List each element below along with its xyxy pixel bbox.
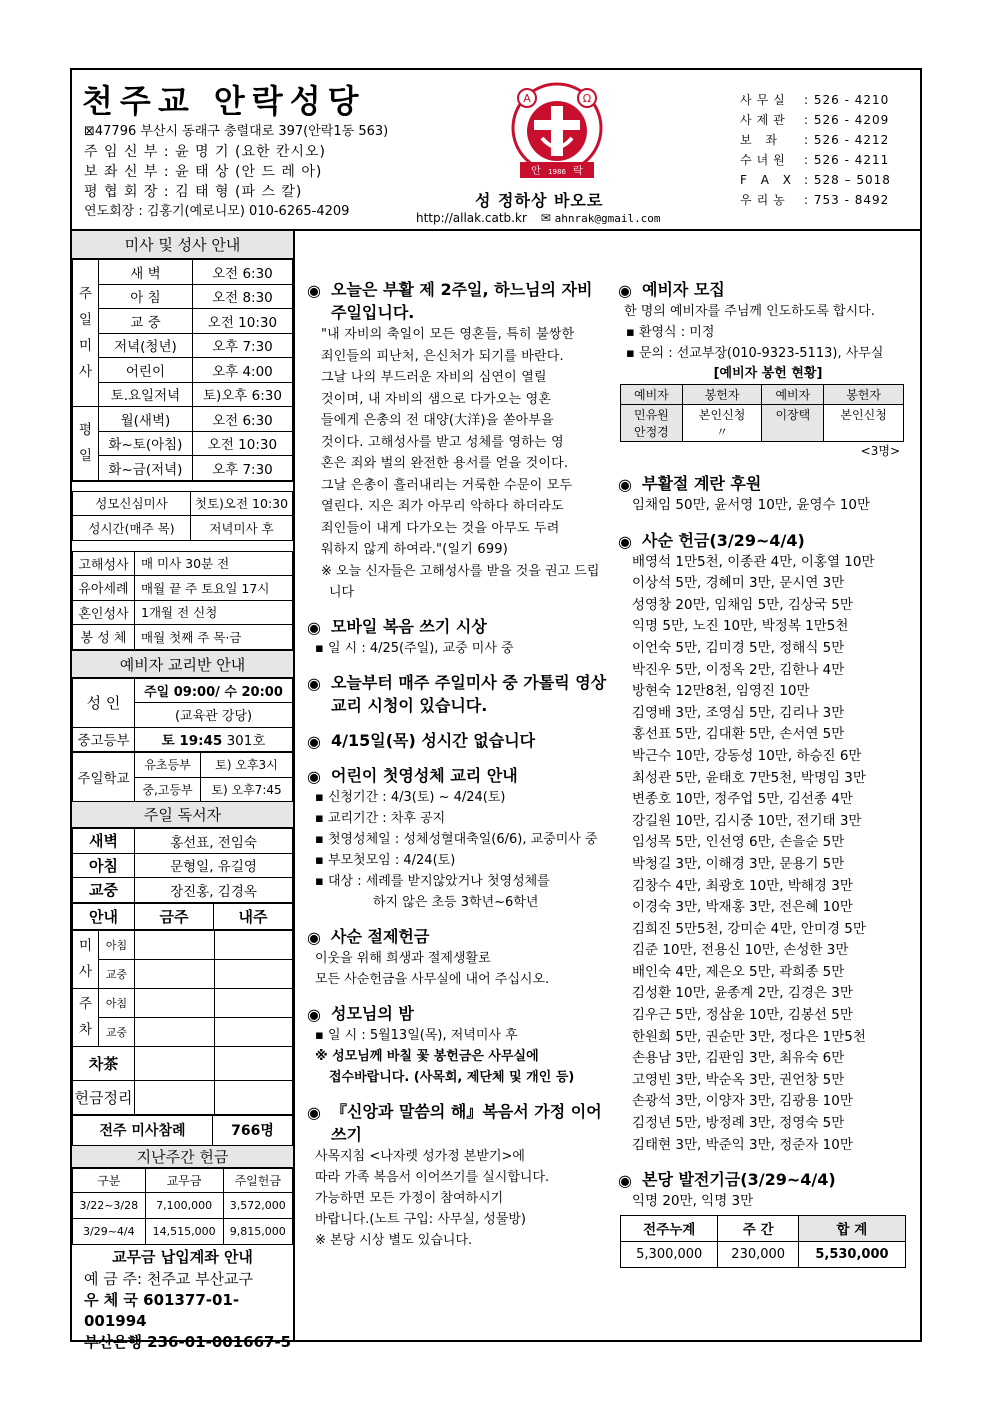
catechumen-contact: ▪ 문의 : 선교부장(010-9323-5113), 사무실: [626, 346, 884, 361]
communion-item: 하지 않은 초등 3학년~6학년: [373, 894, 539, 910]
phone-label: 우리농: [740, 193, 790, 207]
bullet-icon: ◉: [618, 1171, 632, 1191]
contact-web: [416, 211, 661, 225]
duty-head-this: 금주: [135, 903, 214, 929]
mass-name: 저녁(청년): [99, 333, 193, 358]
donor-line: 이언숙 5만, 김미경 5만, 정해식 5만: [632, 639, 845, 656]
notice-gospel-copy: [307, 1100, 607, 1146]
mass-time: 오후 7:30: [192, 456, 292, 481]
fund-value: 5,300,000: [621, 1241, 718, 1267]
phone-sep: :: [804, 93, 814, 107]
phone-value: 528 – 5018: [813, 173, 891, 187]
donor-line: 이상석 5만, 경혜미 3만, 문시연 3만: [632, 575, 845, 592]
logo-year: 1986: [548, 168, 566, 176]
notice-title: 예비자 모집: [642, 280, 725, 299]
phone-label: 사제관: [740, 113, 790, 127]
mary-line: ▪ 일 시 : 5월13일(목), 저녁미사 후: [315, 1027, 518, 1043]
offering-cell: 7,100,000: [145, 1192, 223, 1218]
district-head: 연도회장 : 김홍기(예로니모) 010-6265-4209: [84, 204, 350, 219]
notice-catechumen: [618, 278, 918, 301]
phone-row: [740, 130, 891, 150]
phone-value: 526 - 4210: [813, 93, 890, 107]
mass-time: 오후 7:30: [192, 333, 292, 358]
logo-omega: Ω: [582, 92, 592, 105]
notice-title: 4/15일(목) 성시간 없습니다: [331, 730, 536, 750]
communion-item: ▪ 신청기간 : 4/3(토) ~ 4/24(토): [315, 789, 506, 805]
easter-donors: 임채임 50만, 윤서영 10만, 윤영수 10만: [632, 497, 871, 513]
youth-time-cell: [135, 727, 293, 752]
donor-line: 김성환 10만, 윤종계 2만, 김경은 3만: [632, 985, 853, 1002]
website-link[interactable]: http://allak.catb.kr: [416, 211, 527, 225]
adult-label: 성 인: [73, 678, 135, 727]
offering-cell: 14,515,000: [145, 1218, 223, 1244]
phone-label: 사무실: [740, 93, 790, 107]
donor-line: 변종호 10만, 정주업 5만, 김선종 4만: [632, 791, 853, 808]
catechumen-entry: 〃: [716, 425, 729, 439]
phone-value: 526 - 4212: [813, 133, 890, 147]
donor-line: 박진우 5만, 이정옥 2만, 김한나 4만: [632, 661, 845, 678]
catechumen-col: 예비자: [621, 385, 683, 405]
bullet-icon: ◉: [618, 281, 632, 300]
offering-table: [72, 1168, 293, 1245]
school-label: 주일학교: [73, 753, 135, 802]
phone-label: 보 좌: [740, 133, 782, 147]
donor-line: 임성목 5만, 인선영 6만, 손을순 5만: [632, 834, 845, 851]
donor-line: 익명 5만, 노진 10만, 박정복 1만5천: [632, 618, 849, 635]
attendance-table: [72, 1115, 293, 1146]
account-line: 부산은행 236-01-001667-5: [84, 1332, 292, 1351]
text-line: 죄인들이 내게 다가오는 것을 아무도 두려: [321, 520, 560, 536]
duty-count: 헌금정리: [73, 1080, 135, 1114]
notice-lent-offering: [307, 925, 607, 948]
header: [72, 70, 920, 231]
notice-title: 부활절 계란 후원: [642, 474, 762, 493]
phone-sep: :: [804, 193, 814, 207]
offering-col: 교무금: [145, 1168, 223, 1192]
offering-col: 주일헌금: [223, 1168, 292, 1192]
assistant-pastor: 보 좌 신 부 : 윤 태 상 (안 드 레 아): [84, 164, 323, 180]
mass-time: 토)오후 6:30: [192, 382, 292, 407]
account-line: 예 금 주: 천주교 부산교구: [84, 1269, 254, 1288]
catechumen-cell: [762, 405, 824, 442]
notice-title: 성모님의 밤: [331, 1003, 414, 1023]
duty-sub: 교중: [99, 1017, 135, 1046]
offering-cell: 3,572,000: [223, 1192, 292, 1218]
text-line: 혼은 죄와 벌의 완전한 용서를 얻을 것이다.: [321, 456, 569, 471]
mass-time: 오전 6:30: [192, 260, 292, 285]
devotion-table: [72, 491, 293, 541]
text-line: 사목지침 <나자렛 성가정 본받기>에: [315, 1148, 525, 1164]
catechumen-cell: [621, 405, 683, 442]
text-line: 따라 가족 복음서 이어쓰기를 실시합니다.: [315, 1169, 550, 1185]
donor-line: 고영빈 3만, 박순옥 3만, 권언창 5만: [632, 1071, 845, 1088]
duty-head-next: 내주: [214, 903, 293, 929]
bullet-icon: ◉: [618, 531, 632, 551]
mass-name: 화~토(아침): [99, 431, 193, 456]
mass-name: 토.요일저녁: [99, 382, 193, 407]
mary-night-text: [307, 1025, 607, 1088]
text-line: 가능하면 모든 가정이 참여하시기: [315, 1190, 504, 1206]
reader-names: 문형일, 유길영: [135, 853, 293, 878]
communion-item: ▪ 대상 : 세례를 받지않았거나 첫영성체를: [315, 873, 550, 889]
duty-head-guide: 안내: [73, 903, 135, 929]
catechumen-count: <3명>: [860, 444, 900, 458]
mass-schedule-title: 미사 및 성사 안내: [72, 231, 293, 259]
patron-saint: 성 정하상 바오로: [475, 191, 604, 210]
bullet-icon: ◉: [307, 1004, 321, 1024]
donor-line: 배영석 1만5천, 이종관 4만, 이홍열 10만: [632, 553, 875, 570]
notice-title: 모바일 복음 쓰기 시상: [331, 616, 487, 636]
address: ⊠47796 부산시 동래구 충렬대로 397(안락1동 563): [84, 124, 389, 139]
logo-alpha: A: [523, 92, 531, 105]
logo-an: 안: [531, 166, 541, 177]
mary-line: ※ 성모님께 바칠 꽃 봉헌금은 사무실에: [315, 1048, 539, 1064]
reader-title: 주일 독서자: [72, 802, 293, 828]
donor-line: 김우근 5만, 정삼윤 10만, 김봉선 5만: [632, 1007, 853, 1024]
bulletin-page: [70, 68, 922, 1351]
donor-line: 박근수 10만, 강동성 10만, 하승진 6만: [632, 747, 862, 764]
confession-note: ※ 오늘 신자들은 고해성사를 받을 것을 권고 드립니다: [321, 563, 600, 600]
devotion-time: 저녁미사 후: [191, 516, 293, 541]
mass-schedule-table: [72, 259, 293, 481]
email-icon: ✉: [540, 211, 551, 225]
notice-title: 오늘부터 매주 주일미사 중 가톨릭 영상교리 시청이 있습니다.: [331, 672, 607, 715]
sacrament-info: 매월 끝 주 토요일 17시: [135, 576, 293, 601]
bullet-icon: ◉: [307, 673, 321, 693]
attendance-label: 전주 미사참례: [73, 1115, 213, 1145]
bullet-icon: ◉: [307, 281, 321, 300]
notice-mercy-sunday: [307, 278, 607, 324]
mass-time: 오후 4:00: [192, 358, 292, 383]
gospel-copy-text: [307, 1146, 607, 1251]
sacrament-name: 혼인성사: [73, 600, 135, 625]
reader-mass: 새벽: [73, 829, 135, 854]
mass-name: 어린이: [99, 358, 193, 383]
bullet-icon: ◉: [307, 617, 321, 637]
notice-video-catechism: [307, 671, 607, 717]
notice-title: 『신앙과 말씀의 해』복음서 가정 이어쓰기: [331, 1101, 602, 1144]
text-line: 그날 은총이 흘러내리는 거룩한 수문이 모두: [321, 477, 573, 493]
phone-list: [740, 90, 891, 210]
mass-time: 오전 10:30: [192, 309, 292, 334]
catechumen-col: 봉헌자: [682, 385, 762, 405]
account-line: 우 체 국 601377-01-001994: [84, 1290, 240, 1330]
phone-sep: :: [804, 153, 814, 167]
donor-line: 김영배 3만, 조영심 5만, 김리나 3만: [632, 704, 845, 721]
church-logo-icon: [502, 76, 612, 186]
notice-title: 어린이 첫영성체 교리 안내: [331, 765, 518, 785]
duty-tea: 차茶: [73, 1046, 135, 1080]
duty-sub: 교중: [99, 959, 135, 988]
phone-row: [740, 150, 891, 170]
middle-column: [307, 278, 607, 1251]
church-info: [84, 122, 388, 222]
donor-line: 박청길 3만, 이해경 3만, 문용기 5만: [632, 855, 845, 872]
catechumen-entry: 안정경: [633, 425, 669, 439]
donor-line: 홍선표 5만, 김대환 5만, 손서연 5만: [632, 726, 845, 743]
donor-line: 이경숙 3만, 박재홍 3만, 전은혜 10만: [632, 899, 853, 916]
mercy-quote: [307, 324, 607, 561]
bullet-icon: ◉: [307, 1102, 321, 1122]
bullet-icon: ◉: [307, 731, 321, 751]
catechumen-title: 예비자 교리반 안내: [72, 650, 293, 678]
notice-mary-night: [307, 1002, 607, 1025]
catechumen-table-title: [예비자 봉헌 현황]: [713, 366, 823, 381]
mass-time: 오전 6:30: [192, 407, 292, 432]
duty-sub: 아침: [99, 988, 135, 1017]
donor-line: 김희진 5만5천, 강미순 4만, 안미경 5만: [632, 920, 866, 937]
sacrament-table: [72, 551, 293, 650]
catechumen-col: 봉헌자: [824, 385, 904, 405]
notice-title: 사순 절제헌금: [331, 926, 430, 946]
fund-value: 5,530,000: [798, 1241, 905, 1267]
devotion-name: 성모신심미사: [73, 491, 191, 516]
sunday-school-table: [72, 752, 293, 802]
sacrament-name: 유아세례: [73, 576, 135, 601]
phone-row: [740, 190, 891, 210]
notice-mobile-gospel: [307, 615, 607, 638]
donor-line: 손광석 3만, 이양자 3만, 김광용 10만: [632, 1093, 853, 1110]
donor-line: 최성관 5만, 윤태호 7만5천, 박명임 3만: [632, 769, 866, 786]
sunday-mass-label: 주일미사: [73, 260, 99, 407]
church-name: 천주교 안락성당: [82, 82, 366, 120]
notice-first-communion: [307, 764, 607, 787]
text-line: 이웃을 위해 희생과 절제생활로: [315, 950, 491, 966]
reader-mass: 교중: [73, 878, 135, 903]
donor-line: 강길원 10만, 김시중 10만, 전기태 3만: [632, 812, 862, 829]
fund-col: 전주누계: [621, 1215, 718, 1241]
offering-cell: 3/22~3/28: [73, 1192, 146, 1218]
phone-sep: :: [804, 133, 814, 147]
school-elem-time: 토) 오후3시: [201, 753, 293, 778]
notice-no-holy-hour: [307, 729, 607, 752]
notice-title: 오늘은 부활 제 2주일, 하느님의 자비 주일입니다.: [331, 280, 593, 322]
sacrament-info: 1개월 전 신청: [135, 600, 293, 625]
phone-label: 수녀원: [740, 153, 790, 167]
mass-name: 아 침: [99, 284, 193, 309]
mass-name: 월(새벽): [99, 407, 193, 432]
school-middle-time: 토) 오후7:45: [201, 777, 293, 802]
notice-text: ▪ 일 시 : 4/25(주일), 교중 미사 중: [315, 640, 514, 656]
sacrament-info: 매 미사 30분 전: [135, 551, 293, 576]
youth-label: 중고등부: [73, 727, 135, 752]
account-list: [72, 1269, 293, 1353]
bullet-icon: ◉: [307, 927, 321, 947]
sacrament-name: 고해성사: [73, 551, 135, 576]
offering-cell: 9,815,000: [223, 1218, 292, 1244]
school-middle: 중,고등부: [135, 777, 201, 802]
text-line: 들에게 은총의 전 대양(大洋)을 쏟아부을: [321, 413, 554, 428]
mary-line: 접수바랍니다. (사목회, 제단체 및 개인 등): [329, 1069, 575, 1085]
devotion-name: 성시간(매주 목): [73, 516, 191, 541]
notice-title: 본당 발전기금(3/29~4/4): [642, 1170, 836, 1190]
text-line: 열린다. 지은 죄가 아무리 악하다 하더라도: [321, 499, 564, 514]
donor-line: 성영창 20만, 임채임 5만, 김상국 5만: [632, 596, 853, 613]
duty-grid: [72, 930, 293, 1115]
school-elem: 유초등부: [135, 753, 201, 778]
donor-line: 김태현 3만, 박준익 3만, 정준자 10만: [632, 1136, 853, 1153]
catechumen-cell: [824, 405, 904, 442]
text-line: 그날 나의 부드러운 자비의 심연이 열릴: [321, 370, 547, 385]
bullet-icon: ◉: [307, 766, 321, 786]
communion-item: ▪ 교리기간 : 차후 공지: [315, 810, 446, 826]
catechumen-cell: [682, 405, 762, 442]
text-line: 바랍니다.(노트 구입: 사무실, 성물방): [315, 1211, 526, 1227]
mass-name: 새 벽: [99, 260, 193, 285]
fund-value: 230,000: [718, 1241, 798, 1267]
reader-table: [72, 828, 293, 903]
phone-row: [740, 170, 891, 190]
communion-item: ▪ 첫영성체일 : 성체성혈대축일(6/6), 교중미사 중: [315, 831, 598, 847]
left-column: [72, 231, 295, 1351]
duty-mass: 미사: [73, 930, 99, 988]
donor-line: 김정년 5만, 방정례 3만, 정영숙 5만: [632, 1115, 845, 1132]
pastor: 주 임 신 부 : 윤 명 기 (요한 칸시오): [84, 144, 326, 160]
mass-name: 화~금(저녁): [99, 456, 193, 481]
logo-rak: 락: [573, 166, 583, 177]
sacrament-info: 매월 첫째 주 목·금: [135, 625, 293, 650]
youth-time: 토 19:45: [161, 733, 223, 750]
lent-donor-list: [618, 552, 918, 1157]
phone-row: [740, 90, 891, 110]
attendance-value: 766명: [213, 1115, 293, 1145]
text-line: "내 자비의 축일이 모든 영혼들, 특히 불쌍한: [321, 327, 575, 342]
catechumen-entry: 본인신청: [698, 408, 746, 422]
donor-line: 김창수 4만, 최광호 10만, 박해경 3만: [632, 877, 853, 894]
devotion-time: 첫토)오전 10:30: [191, 491, 293, 516]
duty-table: [72, 903, 293, 930]
text-line: 것이다. 고해성사를 받고 성체를 영하는 영: [321, 434, 564, 450]
phone-value: 526 - 4209: [813, 113, 890, 127]
text-line: ※ 본당 시상 별도 있습니다.: [315, 1232, 473, 1248]
phone-sep: :: [804, 173, 814, 187]
phone-sep: :: [804, 113, 814, 127]
text-line: 죄인들의 피난처, 은신처가 되기를 바란다.: [321, 348, 564, 364]
bullet-icon: ◉: [618, 475, 632, 494]
phone-value: 753 - 8492: [813, 193, 890, 207]
mass-time: 오전 10:30: [192, 431, 292, 456]
offering-col: 구분: [73, 1168, 146, 1192]
account-title: 교무금 납입계좌 안내: [112, 1247, 253, 1266]
youth-room: 301호: [226, 733, 266, 750]
duty-car: 주차: [73, 988, 99, 1046]
communion-items: [307, 787, 607, 913]
donor-line: 김준 10만, 전용신 10만, 손성한 3만: [632, 942, 849, 959]
catechumen-offer-table: [620, 384, 904, 442]
offering-title: 지난주간 헌금: [72, 1146, 293, 1168]
donor-line: 배인숙 4만, 제은오 5만, 곽희종 5만: [632, 963, 845, 980]
catechumen-entry: 본인신청: [840, 408, 887, 422]
phone-value: 526 - 4211: [813, 153, 890, 167]
fund-col: 합 계: [798, 1215, 905, 1241]
weekday-mass-label: 평일: [73, 407, 99, 481]
fund-table: [620, 1215, 906, 1268]
phone-label: F A X: [740, 173, 796, 187]
catechumen-col: 예비자: [762, 385, 824, 405]
catechumen-table: [72, 678, 293, 753]
fund-col: 주 간: [718, 1215, 798, 1241]
catechumen-entry: 이장택: [775, 408, 811, 422]
notice-easter-eggs: [618, 472, 918, 495]
notice-development-fund: [618, 1168, 918, 1191]
duty-sub: 아침: [99, 930, 135, 959]
reader-names: 홍선표, 전임숙: [135, 829, 293, 854]
donor-line: 방현숙 12만8천, 임영진 10만: [632, 683, 810, 700]
reader-names: 장진홍, 김경옥: [135, 878, 293, 903]
adult-time: 주일 09:00/ 수 20:00: [135, 678, 293, 703]
text-line: 것이며, 내 자비의 샘으로 다가오는 영혼: [321, 391, 552, 407]
catechumen-text: 한 명의 예비자를 주님께 인도하도록 합시다.: [624, 304, 875, 319]
phone-row: [740, 110, 891, 130]
catechumen-entry: 민유원: [633, 408, 669, 422]
catechumen-welcome: ▪ 환영식 : 미정: [626, 325, 715, 340]
right-column: [618, 278, 918, 1268]
text-line: 모든 사순헌금을 사무실에 내어 주십시오.: [315, 971, 550, 987]
text-line: 워하지 않게 하여라."(일기 699): [321, 542, 509, 557]
donor-line: 한원희 5만, 권순만 3만, 정다은 1만5천: [632, 1028, 866, 1045]
mass-name: 교 중: [99, 309, 193, 334]
offering-cell: 3/29~4/4: [73, 1218, 146, 1244]
communion-item: ▪ 부모첫모임 : 4/24(토): [315, 852, 456, 868]
email-link[interactable]: ahnrak@gmail.com: [554, 212, 661, 225]
adult-place: (교육관 강당): [135, 703, 293, 728]
reader-mass: 아침: [73, 853, 135, 878]
lent-text: [307, 948, 607, 990]
notice-title: 사순 헌금(3/29~4/4): [642, 530, 805, 550]
council-president: 평 협 회 장 : 김 태 형 (파 스 칼): [84, 184, 303, 200]
sacrament-name: 봉 성 체: [73, 625, 135, 650]
mass-time: 오전 8:30: [192, 284, 292, 309]
notice-lent-donations: [618, 529, 918, 552]
donor-line: 손용남 3만, 김판임 3만, 최유숙 6만: [632, 1050, 845, 1067]
fund-donors: 익명 20만, 익명 3만: [632, 1193, 754, 1210]
